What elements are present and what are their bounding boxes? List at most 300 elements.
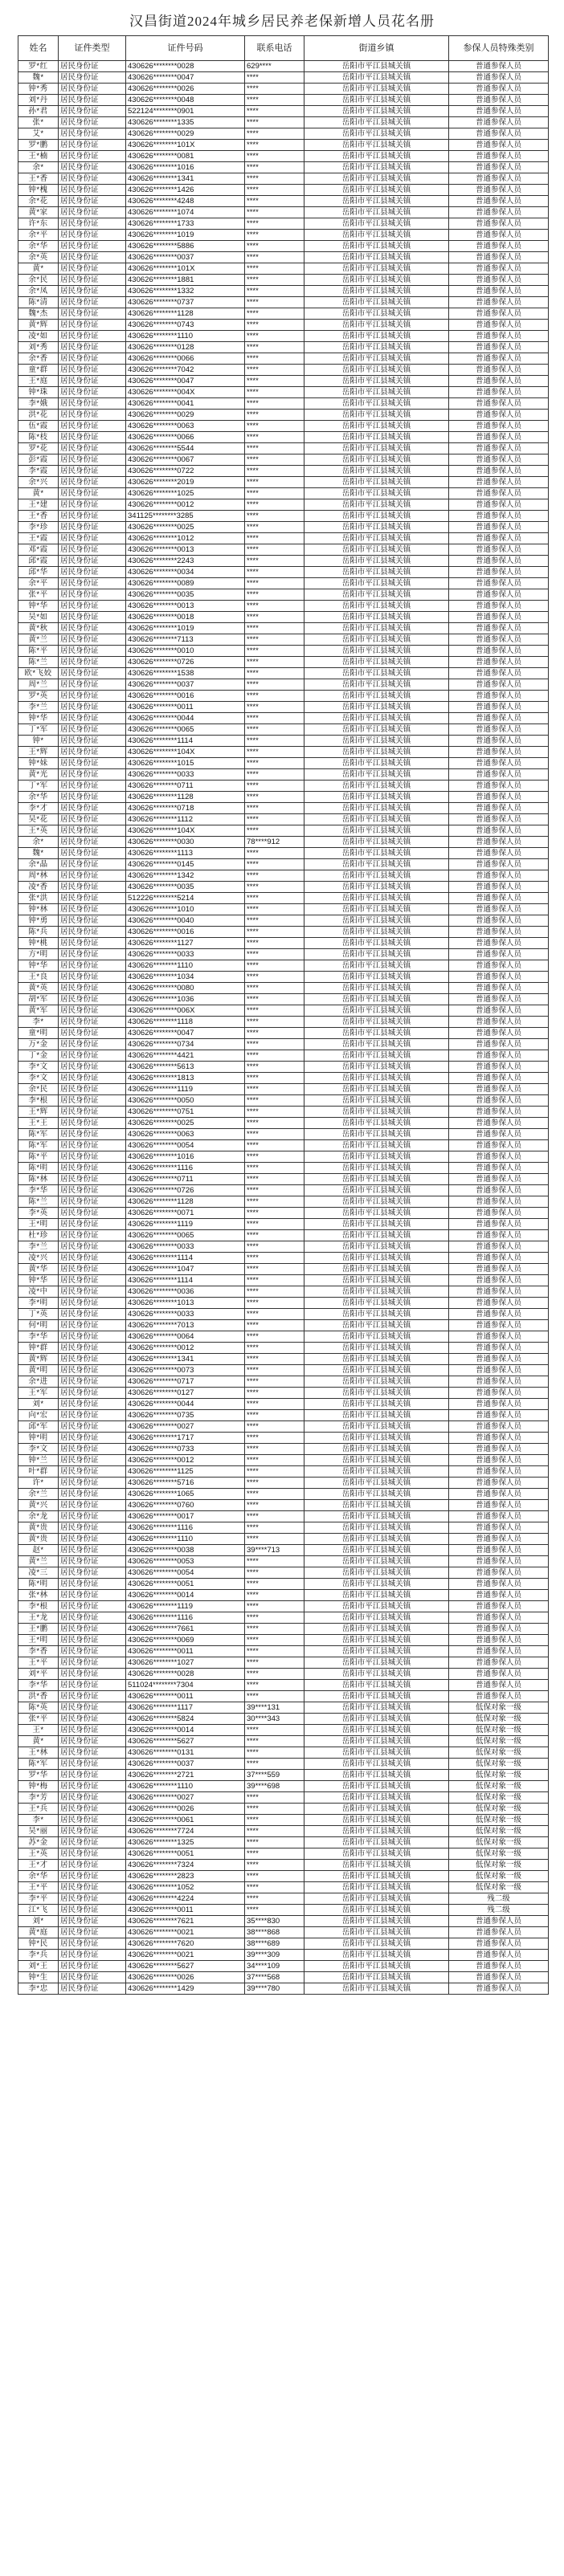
id-type-cell: 居民身份证 — [59, 960, 126, 972]
name-cell: 王*鹏 — [18, 1624, 59, 1635]
category-cell: 普通参保人员 — [449, 578, 549, 589]
id-type-cell: 居民身份证 — [59, 1028, 126, 1039]
id-type-cell: 居民身份证 — [59, 95, 126, 106]
table-row — [18, 1747, 549, 1759]
id-number-cell: 430626********104X — [126, 747, 245, 758]
category-cell: 普通参保人员 — [449, 1399, 549, 1410]
township-cell: 岳阳市平江县城关镇 — [304, 1253, 449, 1264]
township-cell: 岳阳市平江县城关镇 — [304, 376, 449, 387]
name-cell: 王*兵 — [18, 1804, 59, 1815]
category-cell: 普通参保人员 — [449, 1219, 549, 1230]
id-type-cell: 居民身份证 — [59, 1376, 126, 1388]
id-type-cell: 居民身份证 — [59, 1365, 126, 1376]
id-type-cell: 居民身份证 — [59, 1747, 126, 1759]
table-row — [18, 792, 549, 803]
phone-cell: **** — [245, 1747, 304, 1759]
township-cell: 岳阳市平江县城关镇 — [304, 1500, 449, 1511]
township-cell: 岳阳市平江县城关镇 — [304, 1579, 449, 1590]
table-row — [18, 117, 549, 128]
name-cell: 余*英 — [18, 252, 59, 263]
township-cell: 岳阳市平江县城关镇 — [304, 1028, 449, 1039]
table-row — [18, 376, 549, 387]
name-cell: 王*霞 — [18, 533, 59, 544]
category-cell: 普通参保人员 — [449, 882, 549, 893]
phone-cell: **** — [245, 1017, 304, 1028]
table-row — [18, 1095, 549, 1107]
id-type-cell: 居民身份证 — [59, 252, 126, 263]
name-cell: 黄*兰 — [18, 634, 59, 646]
category-cell: 普通参保人员 — [449, 1983, 549, 1995]
phone-cell: **** — [245, 320, 304, 331]
table-row — [18, 736, 549, 747]
township-cell: 岳阳市平江县城关镇 — [304, 1804, 449, 1815]
category-cell: 普通参保人员 — [449, 1691, 549, 1702]
category-cell: 普通参保人员 — [449, 556, 549, 567]
table-row — [18, 1298, 549, 1309]
category-cell: 普通参保人员 — [449, 1005, 549, 1017]
table-row — [18, 1736, 549, 1747]
id-number-cell: 430626********7324 — [126, 1860, 245, 1871]
id-number-cell: 430626********0013 — [126, 601, 245, 612]
table-row — [18, 1062, 549, 1073]
id-number-cell: 430626********0041 — [126, 398, 245, 410]
id-type-cell: 居民身份证 — [59, 185, 126, 196]
phone-cell: **** — [245, 1039, 304, 1050]
table-row — [18, 1938, 549, 1950]
table-row — [18, 938, 549, 949]
table-row — [18, 1410, 549, 1421]
phone-cell: **** — [245, 781, 304, 792]
name-cell: 叶*群 — [18, 1466, 59, 1478]
township-cell: 岳阳市平江县城关镇 — [304, 1196, 449, 1208]
table-row — [18, 1107, 549, 1118]
id-number-cell: 430626********0037 — [126, 252, 245, 263]
category-cell: 低保对象一级 — [449, 1725, 549, 1736]
township-cell: 岳阳市平江县城关镇 — [304, 1511, 449, 1522]
table-row — [18, 466, 549, 477]
table-row — [18, 95, 549, 106]
category-cell: 普通参保人员 — [449, 376, 549, 387]
id-type-cell: 居民身份证 — [59, 893, 126, 904]
category-cell: 普通参保人员 — [449, 803, 549, 814]
name-cell: 王*辉 — [18, 1107, 59, 1118]
id-type-cell: 居民身份证 — [59, 263, 126, 275]
table-row — [18, 556, 549, 567]
township-cell: 岳阳市平江县城关镇 — [304, 1005, 449, 1017]
id-type-cell: 居民身份证 — [59, 1241, 126, 1253]
id-type-cell: 居民身份证 — [59, 792, 126, 803]
phone-cell: 39****713 — [245, 1545, 304, 1556]
category-cell: 普通参保人员 — [449, 567, 549, 578]
table-row — [18, 342, 549, 353]
category-cell: 普通参保人员 — [449, 837, 549, 848]
id-type-cell: 居民身份证 — [59, 870, 126, 882]
table-row — [18, 1702, 549, 1714]
phone-cell: **** — [245, 1084, 304, 1095]
category-cell: 普通参保人员 — [449, 1657, 549, 1669]
id-number-cell: 430626********1128 — [126, 1196, 245, 1208]
township-cell: 岳阳市平江县城关镇 — [304, 758, 449, 769]
table-row — [18, 1624, 549, 1635]
category-cell: 普通参保人员 — [449, 1208, 549, 1219]
phone-cell: **** — [245, 1669, 304, 1680]
phone-cell: **** — [245, 128, 304, 140]
category-cell: 普通参保人员 — [449, 1151, 549, 1163]
name-cell: 黄* — [18, 1736, 59, 1747]
township-cell: 岳阳市平江县城关镇 — [304, 612, 449, 623]
name-cell: 黄*兴 — [18, 1500, 59, 1511]
table-row — [18, 915, 549, 927]
township-cell: 岳阳市平江县城关镇 — [304, 657, 449, 668]
id-type-cell: 居民身份证 — [59, 702, 126, 713]
category-cell: 普通参保人员 — [449, 1140, 549, 1151]
category-cell: 普通参保人员 — [449, 724, 549, 736]
id-number-cell: 430626********1118 — [126, 1017, 245, 1028]
category-cell: 普通参保人员 — [449, 230, 549, 241]
phone-cell: **** — [245, 634, 304, 646]
id-number-cell: 430626********0743 — [126, 320, 245, 331]
name-cell: 许* — [18, 1478, 59, 1489]
phone-cell: **** — [245, 207, 304, 218]
table-row — [18, 252, 549, 263]
category-cell: 普通参保人员 — [449, 1095, 549, 1107]
category-cell: 普通参保人员 — [449, 1961, 549, 1972]
table-row — [18, 1511, 549, 1522]
id-type-cell: 居民身份证 — [59, 1770, 126, 1781]
id-type-cell: 居民身份证 — [59, 1680, 126, 1691]
township-cell: 岳阳市平江县城关镇 — [304, 1039, 449, 1050]
category-cell: 普通参保人员 — [449, 1601, 549, 1612]
phone-cell: 35****830 — [245, 1916, 304, 1927]
id-number-cell: 430626********0014 — [126, 1590, 245, 1601]
township-cell: 岳阳市平江县城关镇 — [304, 1556, 449, 1567]
name-cell: 王*庭 — [18, 376, 59, 387]
category-cell: 普通参保人员 — [449, 1174, 549, 1185]
id-type-cell: 居民身份证 — [59, 1354, 126, 1365]
category-cell: 普通参保人员 — [449, 1556, 549, 1567]
phone-cell: **** — [245, 421, 304, 432]
table-row — [18, 601, 549, 612]
name-cell: 余*晶 — [18, 859, 59, 870]
township-cell: 岳阳市平江县城关镇 — [304, 342, 449, 353]
id-type-cell: 居民身份证 — [59, 331, 126, 342]
name-cell: 张* — [18, 117, 59, 128]
township-cell: 岳阳市平江县城关镇 — [304, 1478, 449, 1489]
table-row — [18, 1140, 549, 1151]
name-cell: 陈*林 — [18, 1174, 59, 1185]
phone-cell: **** — [245, 679, 304, 691]
phone-cell: **** — [245, 927, 304, 938]
township-cell: 岳阳市平江县城关镇 — [304, 1950, 449, 1961]
id-number-cell: 430626********0089 — [126, 578, 245, 589]
category-cell: 普通参保人员 — [449, 1365, 549, 1376]
category-cell: 普通参保人员 — [449, 1275, 549, 1286]
category-cell: 普通参保人员 — [449, 848, 549, 859]
name-cell: 陈*英 — [18, 1702, 59, 1714]
id-number-cell: 430626********0063 — [126, 1129, 245, 1140]
category-cell: 普通参保人员 — [449, 1343, 549, 1354]
name-cell: 何*明 — [18, 1320, 59, 1331]
id-type-cell: 居民身份证 — [59, 1927, 126, 1938]
table-row — [18, 1196, 549, 1208]
phone-cell: **** — [245, 117, 304, 128]
id-type-cell: 居民身份证 — [59, 173, 126, 185]
phone-cell: **** — [245, 1534, 304, 1545]
table-row — [18, 72, 549, 84]
id-number-cell: 430626********104X — [126, 825, 245, 837]
table-row — [18, 724, 549, 736]
table-row — [18, 106, 549, 117]
name-cell: 李*平 — [18, 1893, 59, 1905]
id-type-cell: 居民身份证 — [59, 286, 126, 297]
category-cell: 普通参保人员 — [449, 499, 549, 511]
category-cell: 普通参保人员 — [449, 994, 549, 1005]
id-type-cell: 居民身份证 — [59, 1073, 126, 1084]
id-number-cell: 430626********0063 — [126, 421, 245, 432]
id-number-cell: 430626********1015 — [126, 758, 245, 769]
id-number-cell: 430626********0050 — [126, 1095, 245, 1107]
township-cell: 岳阳市平江县城关镇 — [304, 286, 449, 297]
category-cell: 低保对象一级 — [449, 1815, 549, 1826]
phone-cell: **** — [245, 1253, 304, 1264]
table-row — [18, 1174, 549, 1185]
category-cell: 普通参保人员 — [449, 814, 549, 825]
phone-cell: **** — [245, 1433, 304, 1444]
id-number-cell: 430626********0029 — [126, 410, 245, 421]
id-number-cell: 430626********1342 — [126, 870, 245, 882]
table-row — [18, 1545, 549, 1556]
phone-cell: **** — [245, 1579, 304, 1590]
category-cell: 残二级 — [449, 1893, 549, 1905]
id-number-cell: 430626********0021 — [126, 1927, 245, 1938]
township-cell: 岳阳市平江县城关镇 — [304, 173, 449, 185]
id-type-cell: 居民身份证 — [59, 1916, 126, 1927]
category-cell: 普通参保人员 — [449, 589, 549, 601]
id-number-cell: 430626********0033 — [126, 1241, 245, 1253]
id-type-cell: 居民身份证 — [59, 736, 126, 747]
name-cell: 陈*平 — [18, 646, 59, 657]
township-cell: 岳阳市平江县城关镇 — [304, 1275, 449, 1286]
phone-cell: **** — [245, 1241, 304, 1253]
township-cell: 岳阳市平江县城关镇 — [304, 1343, 449, 1354]
id-type-cell: 居民身份证 — [59, 1714, 126, 1725]
name-cell: 王*才 — [18, 1860, 59, 1871]
id-type-cell: 居民身份证 — [59, 1702, 126, 1714]
category-cell: 普通参保人员 — [449, 623, 549, 634]
phone-cell: **** — [245, 544, 304, 556]
table-row — [18, 1500, 549, 1511]
phone-cell: **** — [245, 960, 304, 972]
township-cell: 岳阳市平江县城关镇 — [304, 1354, 449, 1365]
phone-cell: **** — [245, 1219, 304, 1230]
id-type-cell: 居民身份证 — [59, 1095, 126, 1107]
table-row — [18, 1927, 549, 1938]
table-row — [18, 1343, 549, 1354]
name-cell: 黄* — [18, 263, 59, 275]
id-number-cell: 430626********0036 — [126, 1286, 245, 1298]
category-cell: 普通参保人员 — [449, 241, 549, 252]
township-cell: 岳阳市平江县城关镇 — [304, 365, 449, 376]
id-type-cell: 居民身份证 — [59, 927, 126, 938]
name-cell: 张*洪 — [18, 893, 59, 904]
table-row — [18, 1253, 549, 1264]
table-row — [18, 263, 549, 275]
name-cell: 邱*华 — [18, 567, 59, 578]
id-number-cell: 430626********0018 — [126, 612, 245, 623]
phone-cell: **** — [245, 1522, 304, 1534]
table-row — [18, 668, 549, 679]
name-cell: 余*平 — [18, 578, 59, 589]
id-type-cell: 居民身份证 — [59, 432, 126, 443]
id-number-cell: 430626********0751 — [126, 1107, 245, 1118]
township-cell: 岳阳市平江县城关镇 — [304, 1466, 449, 1478]
township-cell: 岳阳市平江县城关镇 — [304, 1657, 449, 1669]
category-cell: 普通参保人员 — [449, 1388, 549, 1399]
name-cell: 陈*清 — [18, 297, 59, 308]
id-number-cell: 430626********0718 — [126, 803, 245, 814]
category-cell: 普通参保人员 — [449, 308, 549, 320]
name-cell: 凌*中 — [18, 1286, 59, 1298]
township-cell: 岳阳市平江县城关镇 — [304, 960, 449, 972]
category-cell: 普通参保人员 — [449, 286, 549, 297]
township-cell: 岳阳市平江县城关镇 — [304, 1084, 449, 1095]
phone-cell: **** — [245, 331, 304, 342]
name-cell: 钟*妹 — [18, 758, 59, 769]
id-number-cell: 430626********7013 — [126, 1320, 245, 1331]
table-row — [18, 1556, 549, 1567]
table-row — [18, 308, 549, 320]
id-type-cell: 居民身份证 — [59, 1792, 126, 1804]
category-cell: 普通参保人员 — [449, 1579, 549, 1590]
phone-cell: **** — [245, 691, 304, 702]
id-number-cell: 430626********0010 — [126, 646, 245, 657]
name-cell: 余*兴 — [18, 477, 59, 488]
phone-cell: **** — [245, 95, 304, 106]
township-cell: 岳阳市平江县城关镇 — [304, 1938, 449, 1950]
table-row — [18, 825, 549, 837]
township-cell: 岳阳市平江县城关镇 — [304, 84, 449, 95]
id-type-cell: 居民身份证 — [59, 1388, 126, 1399]
category-cell: 普通参保人员 — [449, 72, 549, 84]
table-row — [18, 241, 549, 252]
category-cell: 普通参保人员 — [449, 859, 549, 870]
township-cell: 岳阳市平江县城关镇 — [304, 1489, 449, 1500]
phone-cell: **** — [245, 1331, 304, 1343]
header-name: 姓名 — [18, 36, 59, 61]
name-cell: 万*金 — [18, 1039, 59, 1050]
name-cell: 罗*花 — [18, 443, 59, 454]
name-cell: 刘*秀 — [18, 342, 59, 353]
id-number-cell: 430626********0025 — [126, 1118, 245, 1129]
table-row — [18, 511, 549, 522]
id-type-cell: 居民身份证 — [59, 162, 126, 173]
name-cell: 余*兰 — [18, 1489, 59, 1500]
phone-cell: **** — [245, 1635, 304, 1646]
table-row — [18, 1354, 549, 1365]
table-row — [18, 1972, 549, 1983]
table-row — [18, 972, 549, 983]
name-cell: 苏*金 — [18, 1837, 59, 1848]
id-type-cell: 居民身份证 — [59, 612, 126, 623]
category-cell: 普通参保人员 — [449, 657, 549, 668]
phone-cell: **** — [245, 1174, 304, 1185]
table-row — [18, 1826, 549, 1837]
township-cell: 岳阳市平江县城关镇 — [304, 1871, 449, 1882]
table-row — [18, 1320, 549, 1331]
township-cell: 岳阳市平江县城关镇 — [304, 915, 449, 927]
township-cell: 岳阳市平江县城关镇 — [304, 601, 449, 612]
id-type-cell: 居民身份证 — [59, 376, 126, 387]
category-cell: 普通参保人员 — [449, 421, 549, 432]
township-cell: 岳阳市平江县城关镇 — [304, 882, 449, 893]
phone-cell: **** — [245, 1792, 304, 1804]
name-cell: 黄*庭 — [18, 1927, 59, 1938]
township-cell: 岳阳市平江县城关镇 — [304, 151, 449, 162]
township-cell: 岳阳市平江县城关镇 — [304, 1298, 449, 1309]
id-number-cell: 430626********1341 — [126, 173, 245, 185]
township-cell: 岳阳市平江县城关镇 — [304, 646, 449, 657]
phone-cell: **** — [245, 713, 304, 724]
name-cell: 余*香 — [18, 353, 59, 365]
township-cell: 岳阳市平江县城关镇 — [304, 1905, 449, 1916]
id-number-cell: 430626********0034 — [126, 567, 245, 578]
township-cell: 岳阳市平江县城关镇 — [304, 1219, 449, 1230]
id-type-cell: 居民身份证 — [59, 477, 126, 488]
category-cell: 低保对象一级 — [449, 1804, 549, 1815]
name-cell: 余*平 — [18, 230, 59, 241]
phone-cell: **** — [245, 488, 304, 499]
id-type-cell: 居民身份证 — [59, 825, 126, 837]
phone-cell: **** — [245, 1466, 304, 1478]
category-cell: 普通参保人员 — [449, 1264, 549, 1275]
table-row — [18, 1848, 549, 1860]
table-row — [18, 140, 549, 151]
phone-cell: **** — [245, 736, 304, 747]
name-cell: 钟*勇 — [18, 915, 59, 927]
table-row — [18, 1893, 549, 1905]
header-township: 街道乡镇 — [304, 36, 449, 61]
table-row — [18, 1815, 549, 1826]
id-type-cell: 居民身份证 — [59, 691, 126, 702]
id-number-cell: 430626********0035 — [126, 589, 245, 601]
id-number-cell: 430626********1119 — [126, 1084, 245, 1095]
phone-cell: **** — [245, 578, 304, 589]
category-cell: 低保对象一级 — [449, 1882, 549, 1893]
name-cell: 李*兰 — [18, 702, 59, 713]
category-cell: 低保对象一级 — [449, 1837, 549, 1848]
id-type-cell: 居民身份证 — [59, 398, 126, 410]
name-cell: 吴*花 — [18, 814, 59, 825]
township-cell: 岳阳市平江县城关镇 — [304, 1107, 449, 1118]
phone-cell: **** — [245, 1275, 304, 1286]
table-row — [18, 1950, 549, 1961]
id-number-cell: 430626********1012 — [126, 533, 245, 544]
id-type-cell: 居民身份证 — [59, 1275, 126, 1286]
township-cell: 岳阳市平江县城关镇 — [304, 1545, 449, 1556]
phone-cell: **** — [245, 1848, 304, 1860]
id-number-cell: 430626********1065 — [126, 1489, 245, 1500]
name-cell: 李*娥 — [18, 398, 59, 410]
id-number-cell: 430626********1116 — [126, 1522, 245, 1534]
township-cell: 岳阳市平江县城关镇 — [304, 95, 449, 106]
category-cell: 普通参保人员 — [449, 1444, 549, 1455]
table-row — [18, 286, 549, 297]
phone-cell: **** — [245, 1410, 304, 1421]
id-number-cell: 430626********2721 — [126, 1770, 245, 1781]
table-row — [18, 1005, 549, 1017]
id-number-cell: 430626********0012 — [126, 499, 245, 511]
name-cell: 张*平 — [18, 1714, 59, 1725]
